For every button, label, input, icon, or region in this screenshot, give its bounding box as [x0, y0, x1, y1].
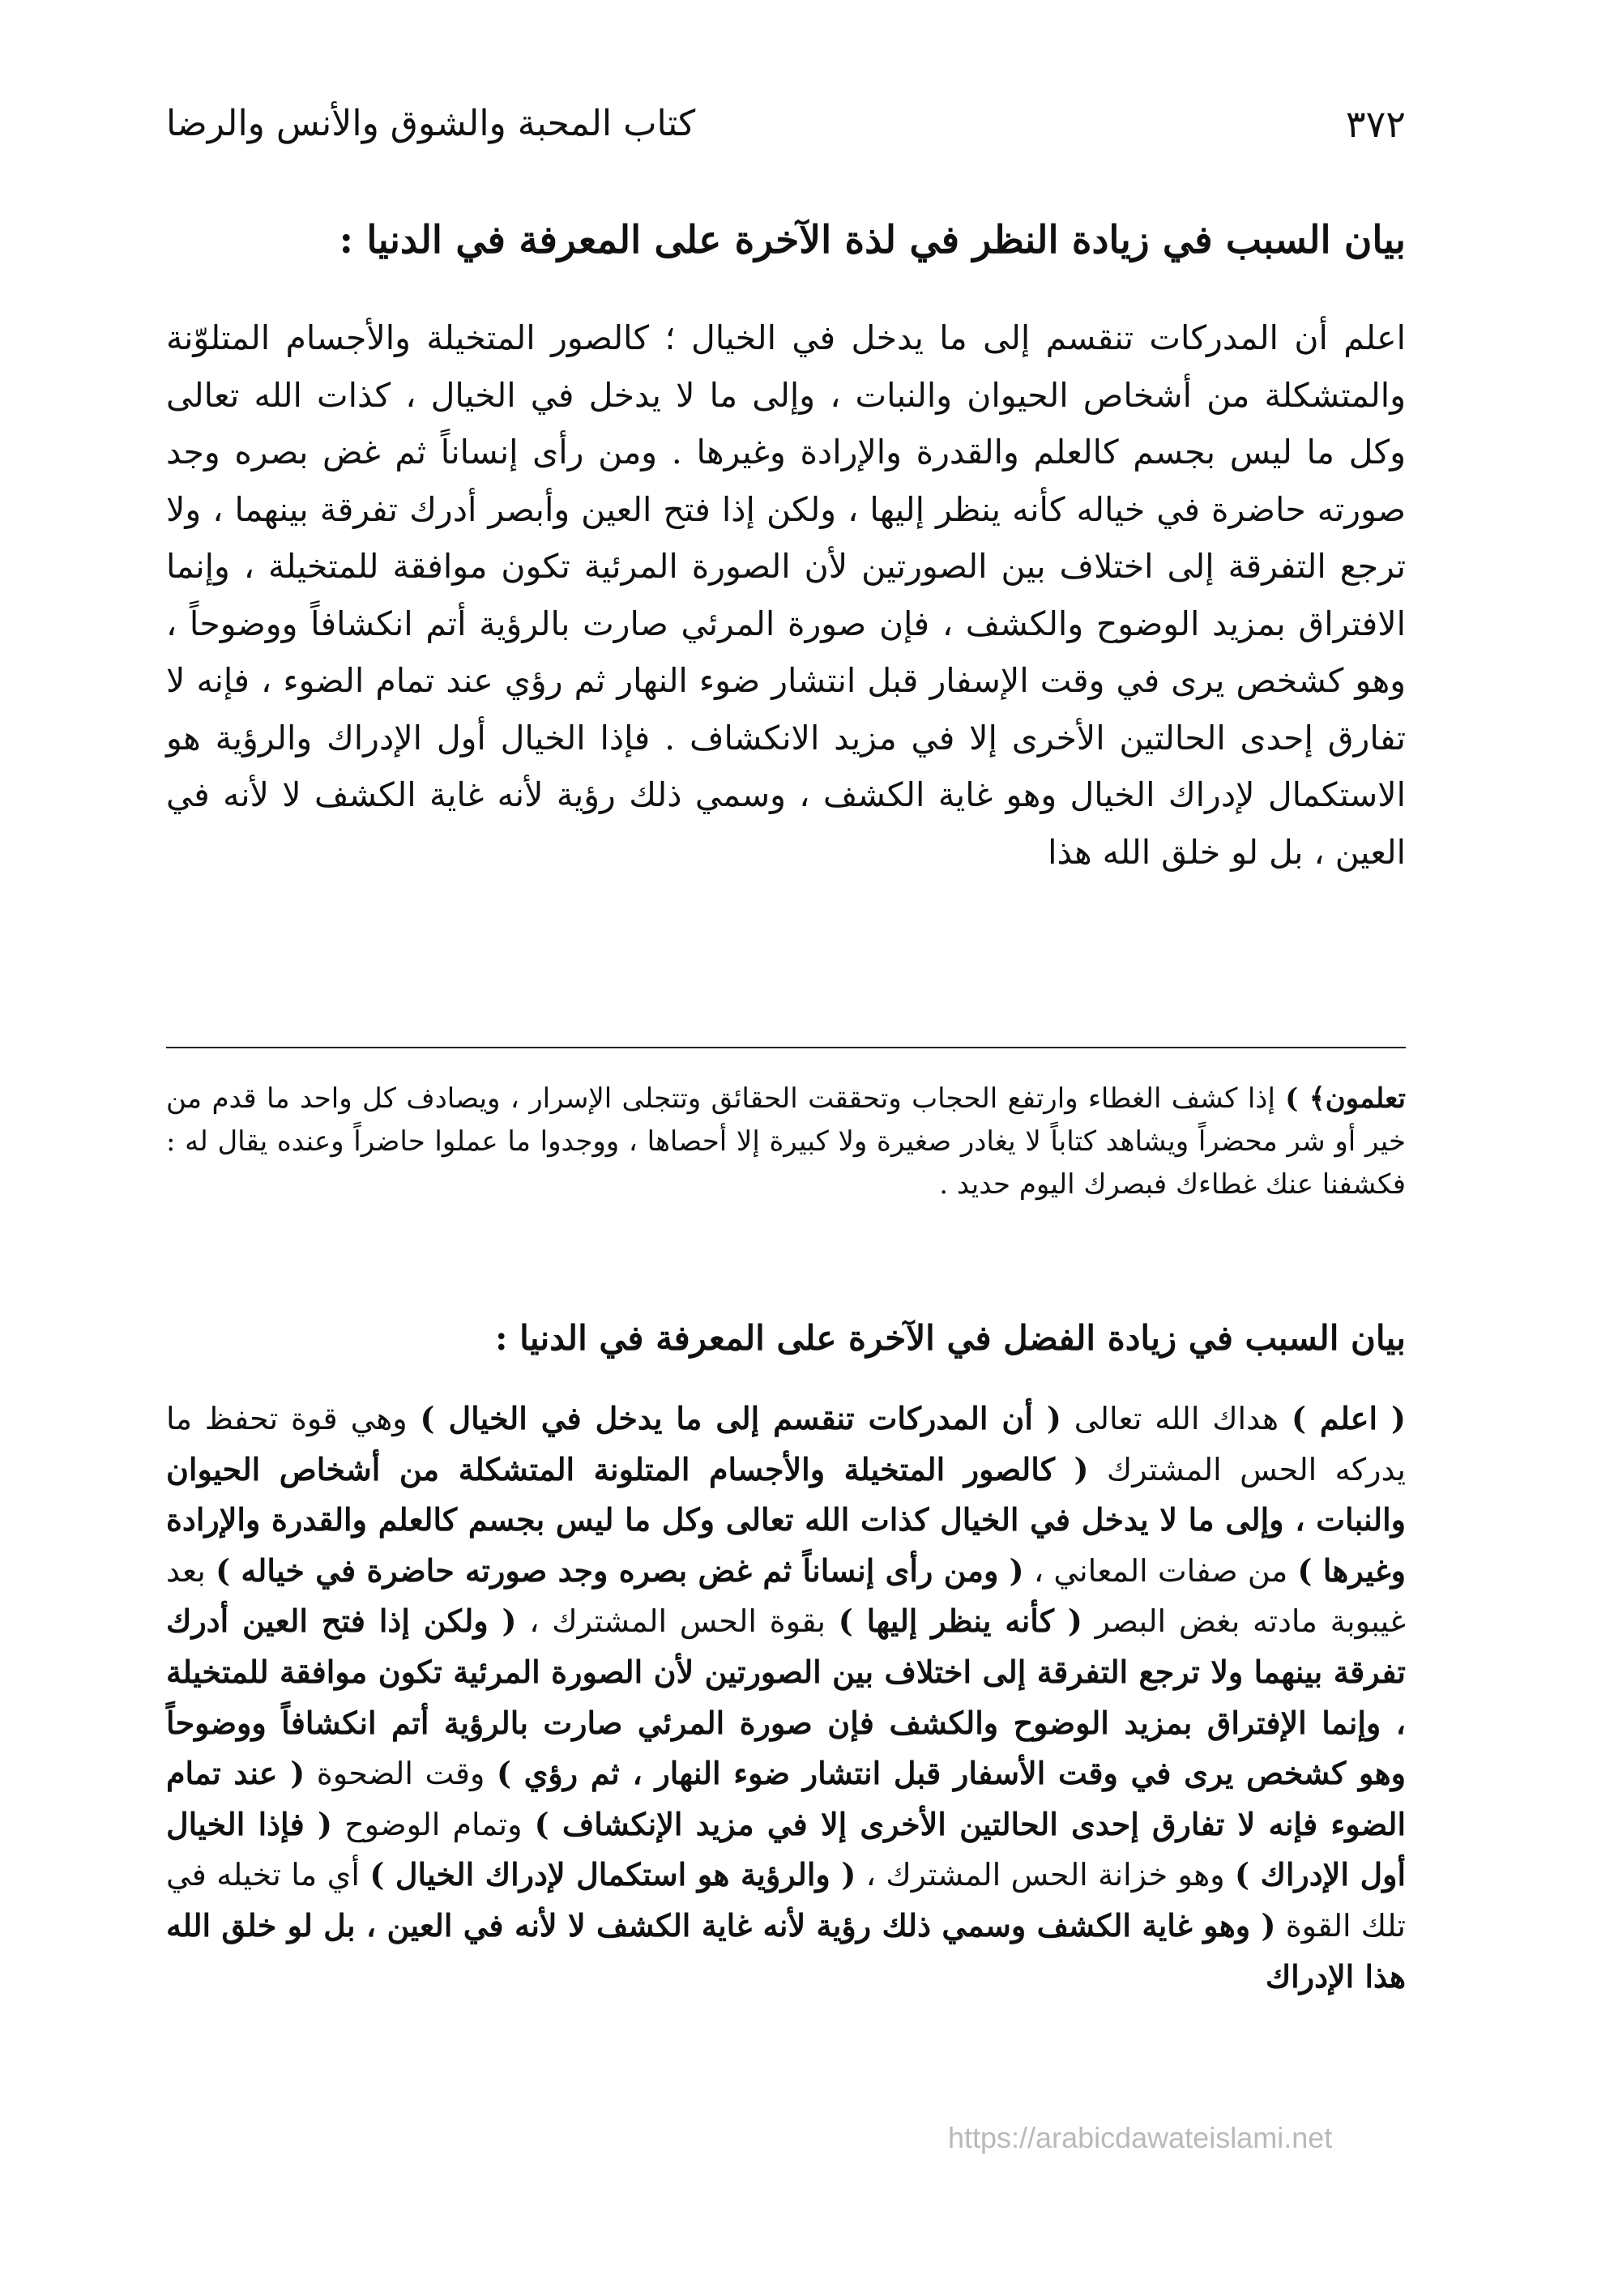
footnote-separator [166, 1047, 1406, 1048]
main-section-title: بيان السبب في زيادة النظر في لذة الآخرة على المعرفة في الدنيا : [339, 218, 1406, 262]
commentary-sharh: أي ما تخيله في تلك القوة [166, 1857, 1406, 1944]
commentary-sharh: من صفات المعاني ، [1023, 1552, 1298, 1589]
commentary-matn: ( وهو غاية الكشف وسمي ذلك رؤية لأنه غاية الكشف لا لأنه في العين ، بل لو خلق الله هذا الإدراك [166, 1906, 1406, 1995]
commentary-text [166, 1393, 1406, 2002]
commentary-matn: ( كالصور المتخيلة والأجسام المتلونة المتشكلة من أشخاص الحيوان والنبات ، وإلى ما لا يدخل في الخيال كذات الله تعالى وكل ما ليس بجسم كالعلم والقدرة والإرادة وغيرها ) [166, 1450, 1407, 1589]
commentary-sharh: وهو خزانة الحس المشترك ، [856, 1857, 1235, 1893]
commentary-sharh: بعد غيبوبة مادته بغض البصر [166, 1552, 1406, 1640]
footnote-text: إذا كشف الغطاء وارتفع الحجاب وتحققت الحقائق وتتجلى الإسرار ، ويصادف كل واحد ما قدم من خير أو شر محضراً ويشاهد كتاباً لا يغادر صغيرة ولا كبيرة إلا أحصاها ، ووجدوا ما عملوا حاضراً وعنده يقال له : فكشفنا عنك غطاءك فبصرك اليوم حديد . [166, 1082, 1406, 1201]
page-number: ٣٧٢ [1345, 102, 1406, 146]
commentary-sharh: وهي قوة تحفظ ما يدركه الحس المشترك [166, 1401, 1406, 1487]
commentary-matn: ( ولكن إذا فتح العين أدرك تفرقة بينهما ولا ترجع التفرقة إلى اختلاف بين الصورتين لأن الصورة المرئية تكون موافقة للمتخيلة ، وإنما الإفتراق بمزيد الوضوح والكشف فإن صورة المرئي صارت بالرؤية أتم انكشافاً ووضوحاً وهو كشخص يرى في وقت الأسفار قبل انتشار ضوء النهار ، ثم رؤي ) [166, 1603, 1406, 1792]
commentary-matn: ( كأنه ينظر إليها ) [838, 1603, 1082, 1640]
commentary-section-title: بيان السبب في زيادة الفضل في الآخرة على المعرفة في الدنيا : [494, 1318, 1406, 1358]
commentary-matn: ( فإذا الخيال أول الإدراك ) [166, 1805, 1406, 1893]
commentary-matn: ( اعلم ) [1291, 1400, 1406, 1436]
commentary-matn: ( والرؤية هو استكمال لإدراك الخيال ) [369, 1856, 856, 1893]
commentary-sharh: وقت الضحوة [305, 1756, 497, 1792]
footnote [166, 1078, 1406, 1206]
commentary-matn: ( عند تمام الضوء فإنه لا تفارق إحدى الحالتين الأخرى إلا في مزيد الإنكشاف ) [166, 1755, 1406, 1842]
commentary-matn: ( ومن رأى إنساناً ثم غض بصره وجد صورته حاضرة في خياله ) [216, 1551, 1024, 1589]
page-header [166, 96, 1406, 160]
running-title: كتاب المحبة والشوق والأنس والرضا [166, 103, 696, 144]
commentary-sharh: هداك الله تعالى [1061, 1401, 1292, 1436]
commentary-sharh: بقوة الحس المشترك ، [516, 1603, 839, 1640]
commentary-matn: ( أن المدركات تنقسم إلى ما يدخل في الخيال ) [420, 1400, 1061, 1436]
footnote-lead: تعلمون﴾ ) [1285, 1082, 1407, 1115]
watermark-url: https://arabicdawateislami.net [948, 2121, 1333, 2154]
main-body-text: اعلم أن المدركات تنقسم إلى ما يدخل في الخيال ؛ كالصور المتخيلة والأجسام المتلوّنة والمتشكلة من أشخاص الحيوان والنبات ، وإلى ما لا يدخل في الخيال ، كذات الله تعالى وكل ما ليس بجسم كالعلم والقدرة والإرادة وغيرها . ومن رأى إنساناً ثم غض بصره وجد صورته حاضرة في خياله كأنه ينظر إليها ، ولكن إذا فتح العين وأبصر أدرك تفرقة بينهما ، ولا ترجع التفرقة إلى اختلاف بين الصورتين لأن الصورة المرئية تكون موافقة للمتخيلة ، وإنما الافتراق بمزيد الوضوح والكشف ، فإن صورة المرئي صارت بالرؤية أتم انكشافاً ووضوحاً ، وهو كشخص يرى في وقت الإسفار قبل انتشار ضوء النهار ثم رؤي عند تمام الضوء ، فإنه لا تفارق إحدى الحالتين الأخرى إلا في مزيد الانكشاف . فإذا الخيال أول الإدراك والرؤية هو الاستكمال لإدراك الخيال وهو غاية الكشف ، وسمي ذلك رؤية لأنه غاية الكشف لا لأنه في العين ، بل لو خلق الله هذا [166, 318, 1406, 872]
commentary-sharh: وتمام الوضوح [332, 1806, 535, 1842]
